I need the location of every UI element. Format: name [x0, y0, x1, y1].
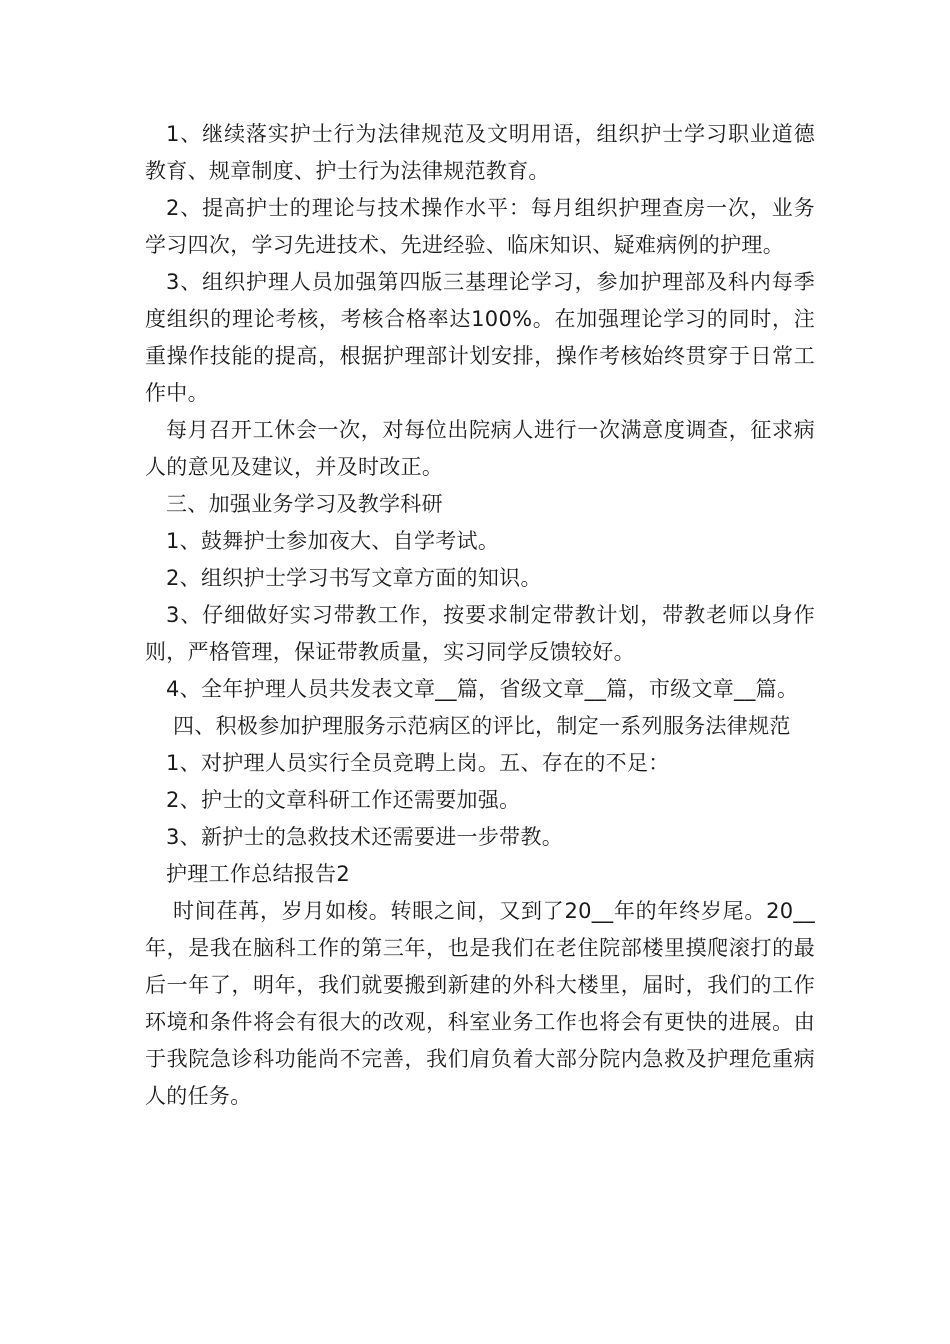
paragraph-item-3: 3、组织护理人员加强第四版三基理论学习，参加护理部及科内每季度组织的理论考核，考核合格率达100%。在加强理论学习的同时，注重操作技能的提高，根据护理部计划安排，操作考核始终贯穿于日常工作中。: [145, 270, 815, 405]
paragraph-item-2b: 2、组织护士学习书写文章方面的知识。: [166, 566, 542, 590]
paragraph-item-1b: 1、鼓舞护士参加夜大、自学考试。: [166, 529, 500, 553]
paragraph-item-2: 2、提高护士的理论与技术操作水平：每月组织护理查房一次，业务学习四次，学习先进技术、先进经验、临床知识、疑难病例的护理。: [145, 196, 815, 257]
section-heading-4: 四、积极参加护理服务示范病区的评比，制定一系列服务法律规范: [173, 714, 791, 738]
paragraph-item-3c: 3、新护士的急救技术还需要进一步带教。: [166, 825, 564, 849]
paragraph-item-2c: 2、护士的文章科研工作还需要加强。: [166, 788, 521, 812]
paragraph-item-1c: 1、对护理人员实行全员竞聘上岗。五、存在的不足：: [166, 751, 670, 775]
paragraph-monthly-meeting: 每月召开工休会一次，对每位出院病人进行一次满意度调查，征求病人的意见及建议，并及时改正。: [145, 418, 815, 479]
paragraph-report-intro: 时间荏苒，岁月如梭。转眼之间，又到了20__年的年终岁尾。20__年，是我在脑科工作的第三年，也是我们在老住院部楼里摸爬滚打的最后一年了，明年，我们就要搬到新建的外科大楼里，届时，我们的工作环境和条件将会有很大的改观，科室业务工作也将会有更快的进展。由于我院急诊科功能尚不完善，我们肩负着大部分院内急救及护理危重病人的任务。: [145, 899, 815, 1108]
report-title: 护理工作总结报告2: [166, 862, 351, 886]
paragraph-item-1: 1、继续落实护士行为法律规范及文明用语，组织护士学习职业道德教育、规章制度、护士行为法律规范教育。: [145, 122, 815, 183]
paragraph-item-4b: 4、全年护理人员共发表文章__篇，省级文章__篇，市级文章__篇。: [166, 677, 799, 701]
paragraph-item-3b: 3、仔细做好实习带教工作，按要求制定带教计划，带教老师以身作则，严格管理，保证带教质量，实习同学反馈较好。: [145, 603, 815, 664]
document-body: [145, 116, 815, 1115]
section-heading-3: 三、加强业务学习及教学科研: [166, 492, 443, 516]
